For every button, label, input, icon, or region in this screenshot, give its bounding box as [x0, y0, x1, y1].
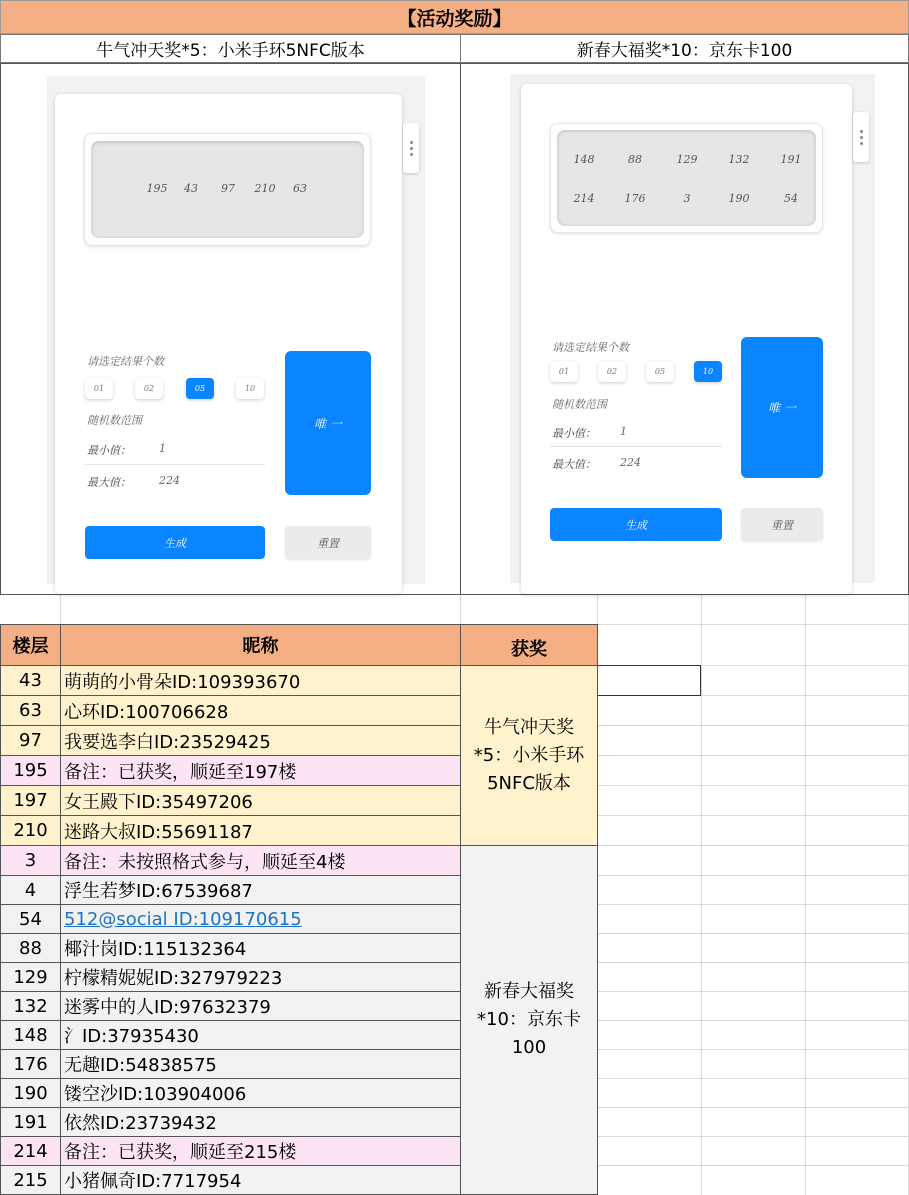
result-number: 214 — [573, 192, 595, 205]
reset-button[interactable]: 重置 — [741, 508, 823, 541]
result-number: 88 — [628, 153, 642, 166]
result-display — [557, 130, 816, 226]
gridline — [597, 624, 909, 625]
selected-cell[interactable] — [597, 665, 701, 696]
result-number: 3 — [683, 192, 691, 205]
nickname-cell: 椰汁岗ID:115132364 — [60, 933, 461, 963]
note-cell: 备注：已获奖，顺延至215楼 — [60, 1136, 461, 1166]
floor-cell: 3 — [0, 845, 61, 876]
floor-cell: 176 — [0, 1049, 61, 1079]
result-number: 191 — [780, 153, 802, 166]
result-number: 176 — [624, 192, 646, 205]
nickname-cell: 浮生若梦ID:67539687 — [60, 875, 461, 905]
floor-cell: 215 — [0, 1165, 61, 1195]
min-label: 最小值： — [87, 444, 131, 457]
activity-banner: 【活动奖励】 — [0, 0, 909, 34]
count-label: 请选定结果个数 — [87, 355, 164, 368]
nickname-cell — [60, 904, 461, 934]
gridline — [597, 1020, 909, 1021]
gridline — [805, 595, 806, 1195]
result-number: 148 — [573, 153, 595, 166]
max-value[interactable]: 224 — [620, 456, 641, 469]
floor-cell: 191 — [0, 1107, 61, 1137]
result-number: 97 — [221, 182, 235, 195]
email-link[interactable]: 512@social ID:109170615 — [64, 908, 302, 930]
side-menu-tab[interactable] — [853, 112, 869, 162]
option-01[interactable]: 01 — [550, 361, 578, 382]
floor-cell: 54 — [0, 904, 61, 934]
award-cell-2: 新春大福奖*10：京东卡100 — [460, 845, 598, 1195]
gridline — [597, 1136, 909, 1137]
nickname-cell: 迷路大叔ID:55691187 — [60, 815, 461, 846]
header-nickname: 昵称 — [60, 624, 461, 666]
gridline — [597, 1049, 909, 1050]
floor-cell: 129 — [0, 962, 61, 992]
gridline — [460, 595, 461, 625]
gridline — [597, 845, 909, 846]
gridline — [597, 755, 909, 756]
generate-button[interactable]: 生成 — [550, 508, 722, 541]
min-label: 最小值： — [552, 427, 596, 440]
header-award: 获奖 — [460, 624, 598, 666]
floor-cell: 214 — [0, 1136, 61, 1166]
nickname-cell: 萌萌的小骨朵ID:109393670 — [60, 665, 461, 696]
max-label: 最大值： — [87, 476, 131, 489]
floor-cell: 148 — [0, 1020, 61, 1050]
result-number: 210 — [254, 182, 276, 195]
result-number: 43 — [184, 182, 198, 195]
phone-screenshot-left — [47, 76, 425, 584]
floor-cell: 210 — [0, 815, 61, 846]
header-floor: 楼层 — [0, 624, 61, 666]
reset-button[interactable]: 重置 — [285, 526, 371, 559]
more-icon — [860, 130, 863, 145]
floor-cell: 43 — [0, 665, 61, 696]
option-10-selected[interactable]: 10 — [694, 361, 722, 382]
nickname-cell: 镂空沙ID:103904006 — [60, 1078, 461, 1108]
prize-title-right: 新春大福奖*10：京东卡100 — [460, 34, 909, 63]
nickname-cell: 依然ID:23739432 — [60, 1107, 461, 1137]
gridline — [597, 962, 909, 963]
unique-toggle-button[interactable]: 唯 一 — [285, 351, 371, 495]
side-menu-tab[interactable] — [403, 123, 419, 173]
nickname-cell: 迷雾中的人ID:97632379 — [60, 991, 461, 1021]
floor-cell: 195 — [0, 755, 61, 786]
option-02[interactable]: 02 — [135, 378, 163, 399]
gridline — [597, 904, 909, 905]
option-02[interactable]: 02 — [598, 361, 626, 382]
max-value[interactable]: 224 — [159, 474, 180, 487]
gridline — [597, 875, 909, 876]
note-cell: 备注：已获奖，顺延至197楼 — [60, 755, 461, 786]
option-05[interactable]: 05 — [646, 361, 674, 382]
nickname-cell: 心环ID:100706628 — [60, 695, 461, 726]
floor-cell: 190 — [0, 1078, 61, 1108]
range-label: 随机数范围 — [552, 398, 607, 411]
option-10[interactable]: 10 — [236, 378, 264, 399]
nickname-cell: 柠檬精妮妮ID:327979223 — [60, 962, 461, 992]
nickname-cell: 无趣ID:54838575 — [60, 1049, 461, 1079]
floor-cell: 97 — [0, 725, 61, 756]
gridline — [701, 595, 702, 1195]
floor-cell: 63 — [0, 695, 61, 726]
option-01[interactable]: 01 — [85, 378, 113, 399]
gridline — [597, 1165, 909, 1166]
floor-cell: 132 — [0, 991, 61, 1021]
gridline — [597, 815, 909, 816]
max-label: 最大值： — [552, 458, 596, 471]
result-number: 54 — [784, 192, 798, 205]
nickname-cell: 小猪佩奇ID:7717954 — [60, 1165, 461, 1195]
gridline — [597, 725, 909, 726]
range-label: 随机数范围 — [87, 414, 142, 427]
prize-title-left: 牛气冲天奖*5：小米手环5NFC版本 — [0, 34, 461, 63]
phone-screenshot-right — [510, 74, 875, 583]
gridline — [597, 933, 909, 934]
count-label: 请选定结果个数 — [552, 341, 629, 354]
gridline — [60, 595, 61, 625]
result-number: 195 — [146, 182, 168, 195]
gridline — [597, 785, 909, 786]
floor-cell: 197 — [0, 785, 61, 816]
min-value[interactable]: 1 — [620, 425, 627, 438]
nickname-cell: 氵ID:37935430 — [60, 1020, 461, 1050]
floor-cell: 4 — [0, 875, 61, 905]
nickname-cell: 女王殿下ID:35497206 — [60, 785, 461, 816]
divider — [550, 446, 722, 447]
result-panel — [550, 123, 823, 233]
gridline — [597, 1107, 909, 1108]
result-number: 129 — [676, 153, 698, 166]
nickname-cell: 我要选李白ID:23529425 — [60, 725, 461, 756]
gridline — [597, 1078, 909, 1079]
divider — [85, 464, 265, 465]
gridline — [597, 991, 909, 992]
result-number: 190 — [728, 192, 750, 205]
option-05-selected[interactable]: 05 — [186, 378, 214, 399]
generate-button[interactable]: 生成 — [85, 526, 265, 559]
min-value[interactable]: 1 — [159, 442, 166, 455]
result-number: 132 — [728, 153, 750, 166]
unique-toggle-button[interactable]: 唯 一 — [741, 337, 823, 478]
result-display — [91, 141, 364, 238]
more-icon — [410, 141, 413, 156]
result-number: 63 — [293, 182, 307, 195]
floor-cell: 88 — [0, 933, 61, 963]
award-cell-1: 牛气冲天奖*5：小米手环5NFC版本 — [460, 665, 598, 846]
result-panel — [84, 133, 371, 246]
note-cell: 备注：未按照格式参与，顺延至4楼 — [60, 845, 461, 876]
